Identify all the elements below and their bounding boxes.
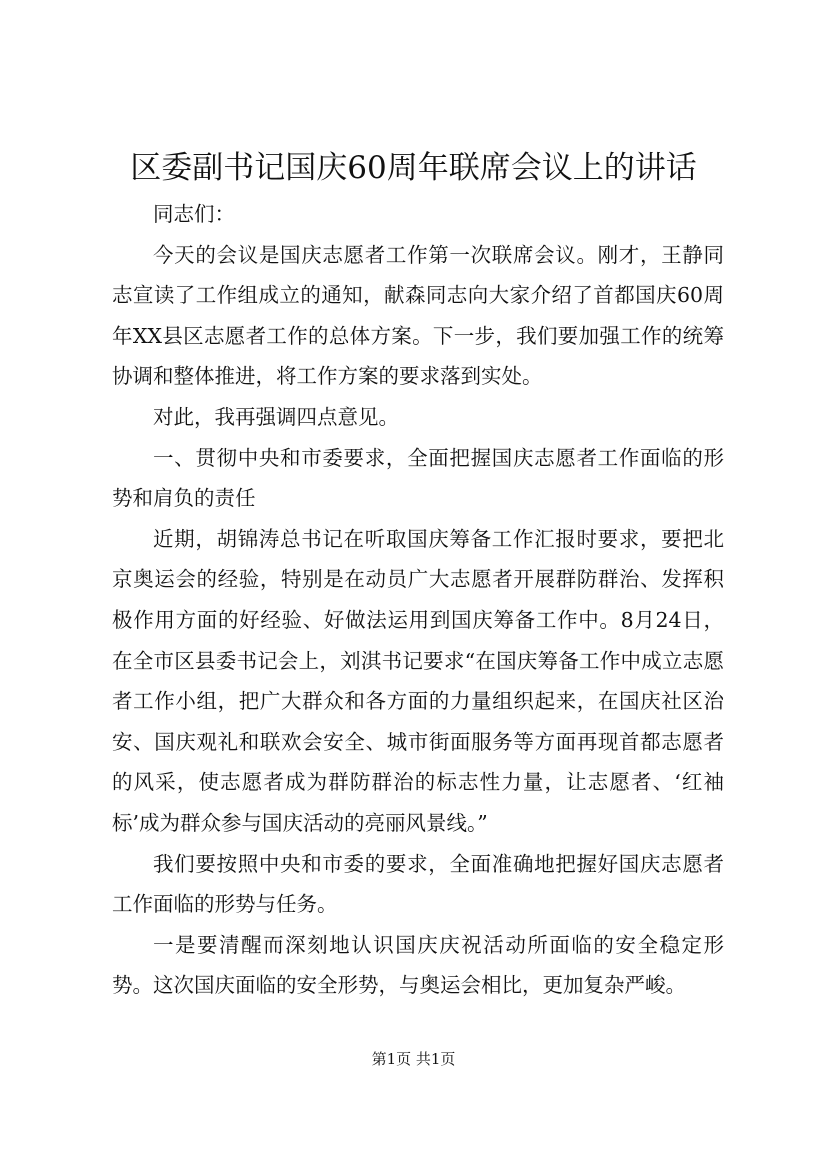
section-heading-one: 一、贯彻中央和市委要求，全面把握国庆志愿者工作面临的形势和肩负的责任 xyxy=(112,445,724,511)
paragraph-intro: 今天的会议是国庆志愿者工作第一次联席会议。刚才，王静同志宣读了工作组成立的通知，献森同志向大家介绍了首都国庆60周年XX县区志愿者工作的总体方案。下一步，我们要加强工作的统筹协调和整体推进，将工作方案的要求落到实处。 xyxy=(112,242,724,389)
page-footer: 第1页 共1页 xyxy=(371,1050,456,1068)
paragraph-recent-requirements: 近期，胡锦涛总书记在听取国庆筹备工作汇报时要求，要把北京奥运会的经验，特别是在动员广大志愿者开展群防群治、发挥积极作用方面的好经验、好做法运用到国庆筹备工作中。8月24日，在全市区县委书记会上，刘淇书记要求“在国庆筹备工作中成立志愿者工作小组，把广大群众和各方面的力量组织起来，在国庆社区治安、国庆观礼和联欢会安全、城市街面服务等方面再现首都志愿者的风采，使志愿者成为群防群治的标志性力量，让志愿者、‘红袖标’成为群众参与国庆活动的亮丽风景线。” xyxy=(112,526,724,835)
paragraph-transition: 对此，我再强调四点意见。 xyxy=(153,404,399,429)
document-title: 区委副书记国庆60周年联席会议上的讲话 xyxy=(130,150,697,186)
document-body xyxy=(112,194,724,1006)
paragraph-greeting: 同志们： xyxy=(153,202,235,226)
paragraph-grasp-situation: 我们要按照中央和市委的要求，全面准确地把握好国庆志愿者工作面临的形势与任务。 xyxy=(112,851,724,917)
paragraph-point-one: 一是要清醒而深刻地认识国庆庆祝活动所面临的安全稳定形势。这次国庆面临的安全形势，与奥运会相比，更加复杂严峻。 xyxy=(112,932,724,998)
